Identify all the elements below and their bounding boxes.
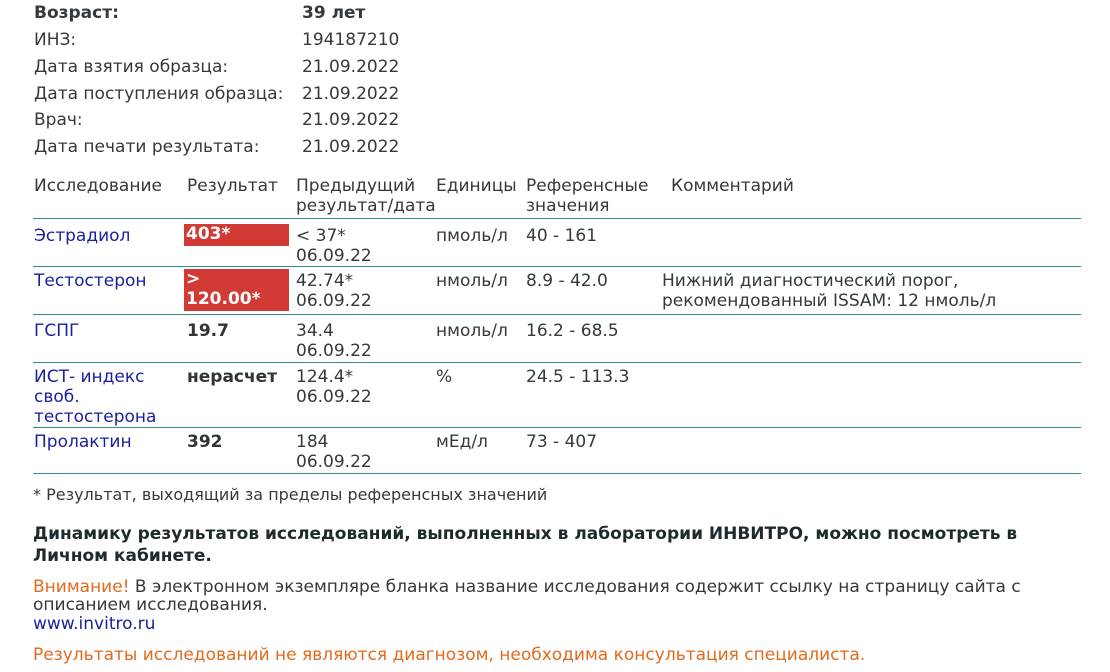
previous-date: 06.09.22 [296,452,372,472]
table-divider [33,218,1081,219]
result-value-line2: 120.00* [186,289,261,309]
study-name-link[interactable]: Пролактин [34,432,132,452]
website-link[interactable]: www.invitro.ru [33,614,156,634]
doctor-value: 21.09.2022 [302,110,400,130]
print-date-label: Дата печати результата: [34,137,260,157]
previous-date: 06.09.22 [296,341,372,361]
comment [662,271,996,311]
attention-word: Внимание! [33,577,130,597]
age-value: 39 лет [302,3,366,23]
dynamics-note: Динамику результатов исследований, выполненных в лаборатории ИНВИТРО, можно посмотреть в Личном кабинете. [33,524,1018,566]
result-value-line1: > [186,269,201,289]
result-value: нерасчет [187,367,278,387]
previous-value: < 37* [296,226,346,246]
previous-result [296,226,372,266]
header-reference-line1: Референсные [526,176,649,196]
previous-date: 06.09.22 [296,246,372,266]
header-study: Исследование [34,176,162,196]
receipt-date-label: Дата поступления образца: [34,84,284,104]
result-value: 403* [186,224,231,244]
previous-result [296,432,372,472]
previous-value: 42.74* [296,271,354,291]
table-divider [33,362,1081,363]
study-name-link[interactable]: ГСПГ [34,321,80,341]
units: мЕд/л [436,432,488,452]
inz-label: ИНЗ: [34,30,77,50]
age-label: Возраст: [34,3,119,23]
study-name-link[interactable] [34,367,156,427]
previous-result [296,271,372,311]
attention-text: В электронном экземпляре бланка название исследования содержит ссылку на страницу сайта с описанием исследования. [33,577,1021,615]
header-comment: Комментарий [671,176,794,196]
sample-date-label: Дата взятия образца: [34,57,229,77]
study-name-link[interactable]: Эстрадиол [34,226,131,246]
study-name-line3: тестостерона [34,407,157,427]
footnote: * Результат, выходящий за пределы референсных значений [33,485,548,504]
header-previous [296,176,436,216]
previous-value: 184 [296,432,329,452]
study-name-line1: ИСТ- индекс [34,367,145,387]
header-previous-line2: результат/дата [296,196,436,216]
units: % [436,367,453,387]
table-divider [33,266,1081,267]
flagged-result [184,224,289,246]
disclaimer: Результаты исследований не являются диагнозом, необходима консультация специалиста. [33,645,866,665]
study-name-link[interactable]: Тестостерон [34,271,147,291]
header-reference-line2: значения [526,196,610,216]
sample-date-value: 21.09.2022 [302,57,400,77]
previous-date: 06.09.22 [296,387,372,407]
reference-range: 16.2 - 68.5 [526,321,619,341]
comment-line1: Нижний диагностический порог, [662,271,959,291]
attention-note [33,578,1093,614]
previous-result [296,321,372,361]
reference-range: 8.9 - 42.0 [526,271,608,291]
reference-range: 24.5 - 113.3 [526,367,630,387]
units: пмоль/л [436,226,508,246]
header-units: Единицы [436,176,517,196]
header-result: Результат [187,176,278,196]
table-divider [33,314,1081,315]
result-value: 392 [187,432,223,452]
reference-range: 40 - 161 [526,226,598,246]
units: нмоль/л [436,321,508,341]
reference-range: 73 - 407 [526,432,598,452]
previous-value: 124.4* [296,367,354,387]
inz-value: 194187210 [302,30,400,50]
units: нмоль/л [436,271,508,291]
doctor-label: Врач: [34,110,83,130]
study-name-line2: своб. [34,387,80,407]
flagged-result [184,269,289,311]
table-divider [33,473,1081,474]
result-value: 19.7 [187,321,229,341]
table-divider [33,427,1081,428]
header-previous-line1: Предыдущий [296,176,416,196]
previous-date: 06.09.22 [296,291,372,311]
header-reference [526,176,648,216]
receipt-date-value: 21.09.2022 [302,84,400,104]
previous-value: 34.4 [296,321,334,341]
print-date-value: 21.09.2022 [302,137,400,157]
previous-result [296,367,372,407]
comment-line2: рекомендованный ISSAM: 12 нмоль/л [662,291,997,311]
